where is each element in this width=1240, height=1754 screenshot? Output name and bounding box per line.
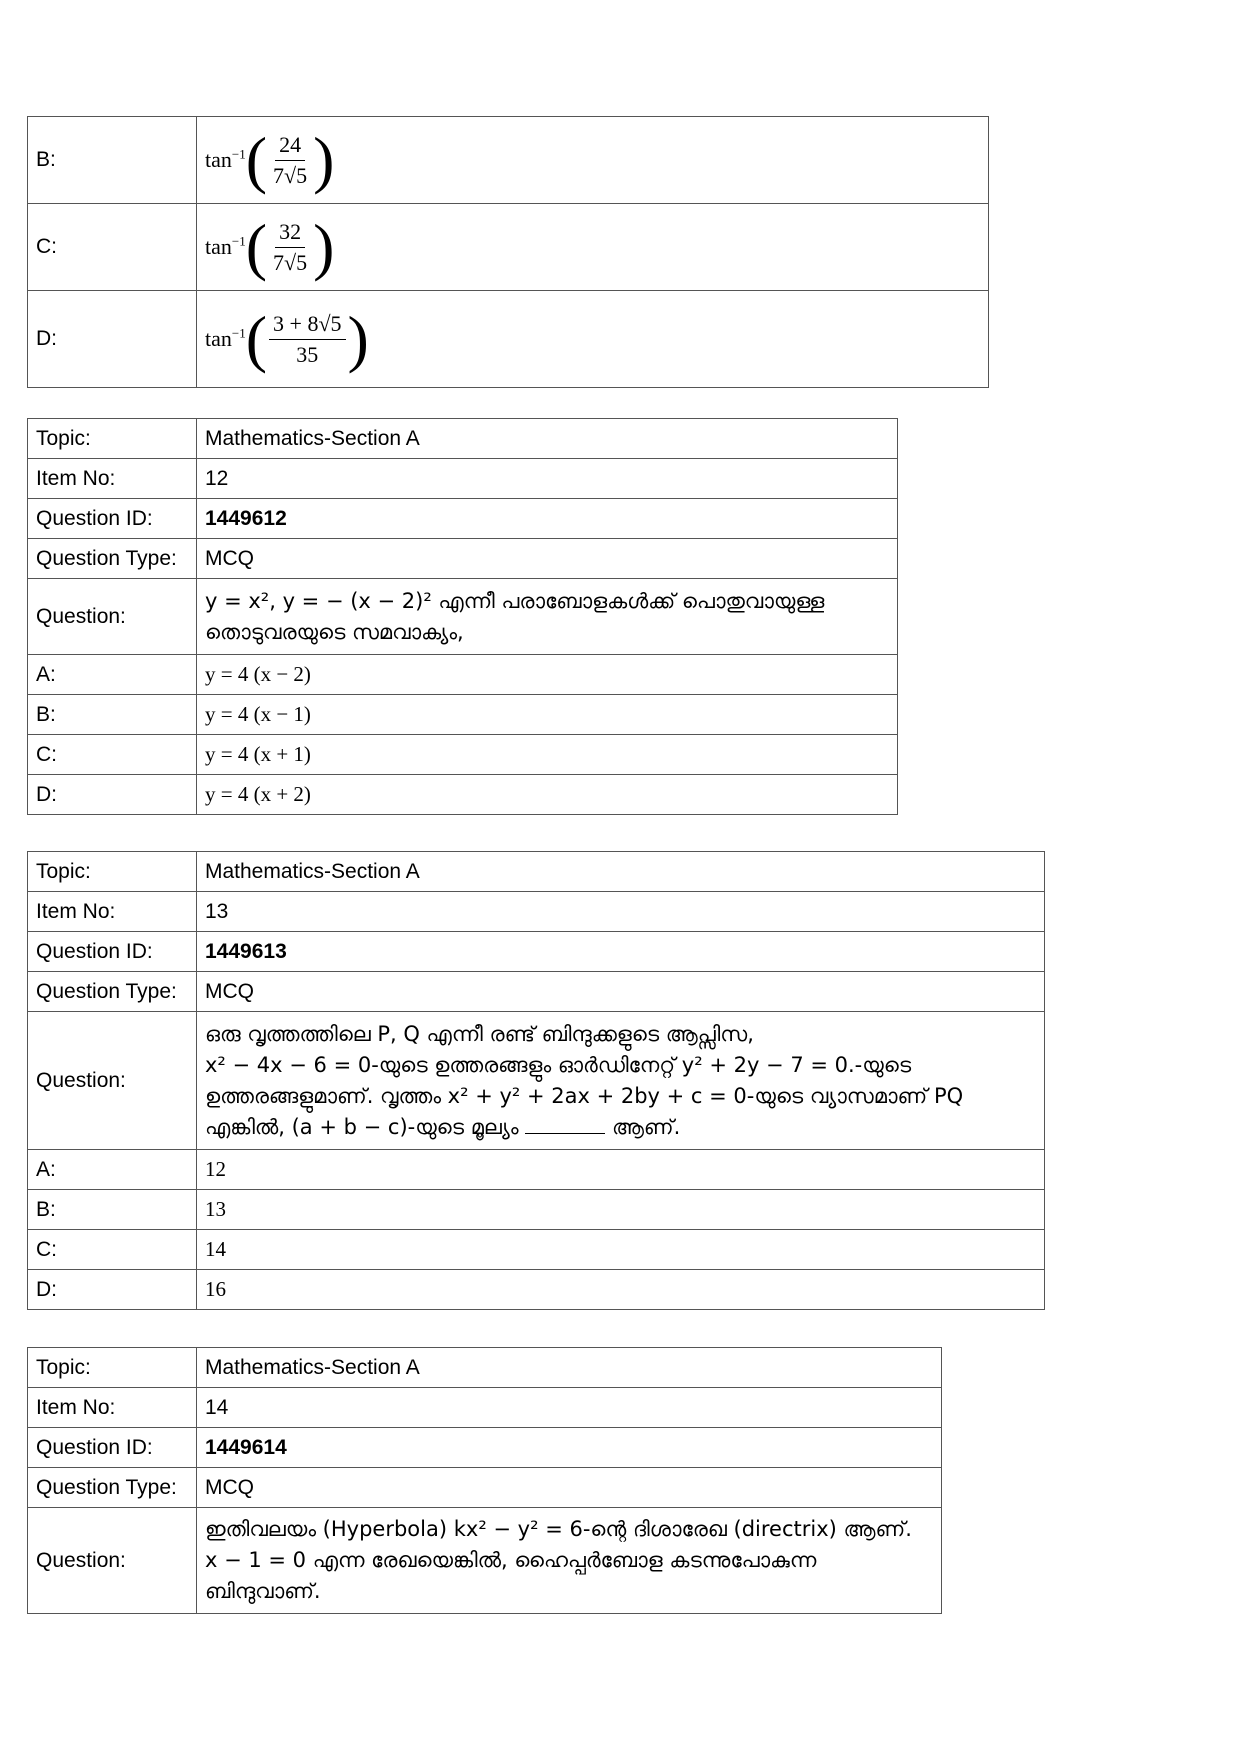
option-value: y = 4 (x − 1) (197, 695, 898, 735)
option-label: C: (28, 204, 197, 291)
option-value: y = 4 (x − 2) (197, 655, 898, 695)
question-id-value: 1449613 (197, 932, 1045, 972)
tan-function: $\tan^{-1}$ (205, 233, 246, 260)
question-type-row (28, 972, 1045, 1012)
question-row (28, 1508, 942, 1614)
question-table-12 (27, 418, 898, 815)
option-label: B: (28, 695, 197, 735)
tan-function: $\tan^{-1}$ (205, 146, 246, 173)
topic-label: Topic: (28, 1348, 197, 1388)
option-label: C: (28, 735, 197, 775)
question-text: ഒരു വൃത്തത്തിലെ P, Q എന്നീ രണ്ട് ബിന്ദുക്കളുടെ ആപ്സിസ, x² − 4x − 6 = 0-യുടെ ഉത്തരങ്ങളും ഓർഡിനേറ്റ് y² + 2y − 7 = 0.-യുടെ ഉത്തരങ്ങളുമാണ്. വൃത്തം x² + y² + 2ax + 2by + c = 0-യുടെ വ്യാസമാണ് PQ എങ്കിൽ, (a + b − c)-യുടെ മൂല്യം ആണ്. (197, 1012, 1045, 1150)
option-row-b (28, 1190, 1045, 1230)
topic-label: Topic: (28, 852, 197, 892)
question-table-14 (27, 1347, 942, 1614)
question-id-row (28, 932, 1045, 972)
option-value: 13 (197, 1190, 1045, 1230)
option-value: y = 4 (x + 2) (197, 775, 898, 815)
item-no-label: Item No: (28, 892, 197, 932)
question-row (28, 579, 898, 655)
topic-label: Topic: (28, 419, 197, 459)
prev-options-table (27, 116, 989, 388)
question-id-row (28, 499, 898, 539)
question-id-row (28, 1428, 942, 1468)
option-label: B: (28, 1190, 197, 1230)
question-label: Question: (28, 579, 197, 655)
fraction: $\frac{24}{7√5}$ (273, 131, 308, 188)
item-no-label: Item No: (28, 459, 197, 499)
question-text: y = x², y = − (x − 2)² എന്നീ പരാബോളകൾക്ക് പൊതുവായുള്ള തൊടുവരയുടെ സമവാക്യം, (197, 579, 898, 655)
question-type-row (28, 1468, 942, 1508)
tan-function: $\tan^{-1}$ (205, 325, 246, 352)
item-no-label: Item No: (28, 1388, 197, 1428)
option-value: $\tan^{-1}$( $\frac{24}{7√5}$ ) (197, 117, 989, 204)
question-id-label: Question ID: (28, 932, 197, 972)
topic-row (28, 419, 898, 459)
item-no-value: 14 (197, 1388, 942, 1428)
topic-row (28, 852, 1045, 892)
question-text: ഇതിവലയം (Hyperbola) kx² − y² = 6-ന്റെ ദിശാരേഖ (directrix) ആണ്. x − 1 = 0 എന്ന രേഖയെങ്കിൽ, ഹൈപ്പർബോള കടന്നുപോകുന്ന ബിന്ദുവാണ്. (197, 1508, 942, 1614)
answer-blank (525, 1133, 605, 1134)
question-type-value: MCQ (197, 539, 898, 579)
option-row-a (28, 655, 898, 695)
item-no-row (28, 1388, 942, 1428)
question-label: Question: (28, 1508, 197, 1614)
item-no-row (28, 892, 1045, 932)
option-row-c (28, 1230, 1045, 1270)
option-row-d (28, 775, 898, 815)
option-row-c (28, 204, 989, 291)
option-label: A: (28, 655, 197, 695)
question-type-label: Question Type: (28, 972, 197, 1012)
option-value: 16 (197, 1270, 1045, 1310)
option-label: C: (28, 1230, 197, 1270)
question-id-label: Question ID: (28, 1428, 197, 1468)
topic-value: Mathematics-Section A (197, 852, 1045, 892)
topic-value: Mathematics-Section A (197, 419, 898, 459)
option-label: D: (28, 291, 197, 388)
option-label: B: (28, 117, 197, 204)
question-table-13 (27, 851, 1045, 1310)
question-type-row (28, 539, 898, 579)
question-row (28, 1012, 1045, 1150)
option-row-a (28, 1150, 1045, 1190)
option-value: 14 (197, 1230, 1045, 1270)
topic-value: Mathematics-Section A (197, 1348, 942, 1388)
question-type-label: Question Type: (28, 1468, 197, 1508)
option-value: 12 (197, 1150, 1045, 1190)
option-value: $\tan^{-1}$( $\frac{3 + 8√5}{35}$ ) (197, 291, 989, 388)
question-id-label: Question ID: (28, 499, 197, 539)
option-row-b (28, 695, 898, 735)
item-no-row (28, 459, 898, 499)
item-no-value: 13 (197, 892, 1045, 932)
question-type-value: MCQ (197, 1468, 942, 1508)
question-type-label: Question Type: (28, 539, 197, 579)
fraction: $\frac{3 + 8√5}{35}$ (269, 311, 345, 368)
option-label: D: (28, 775, 197, 815)
question-type-value: MCQ (197, 972, 1045, 1012)
question-label: Question: (28, 1012, 197, 1150)
question-id-value: 1449612 (197, 499, 898, 539)
option-label: A: (28, 1150, 197, 1190)
option-value: $\tan^{-1}$( $\frac{32}{7√5}$ ) (197, 204, 989, 291)
topic-row (28, 1348, 942, 1388)
item-no-value: 12 (197, 459, 898, 499)
option-row-d (28, 1270, 1045, 1310)
option-row-c (28, 735, 898, 775)
option-label: D: (28, 1270, 197, 1310)
fraction: $\frac{32}{7√5}$ (273, 218, 308, 275)
option-value: y = 4 (x + 1) (197, 735, 898, 775)
option-row-b (28, 117, 989, 204)
question-id-value: 1449614 (197, 1428, 942, 1468)
option-row-d (28, 291, 989, 388)
